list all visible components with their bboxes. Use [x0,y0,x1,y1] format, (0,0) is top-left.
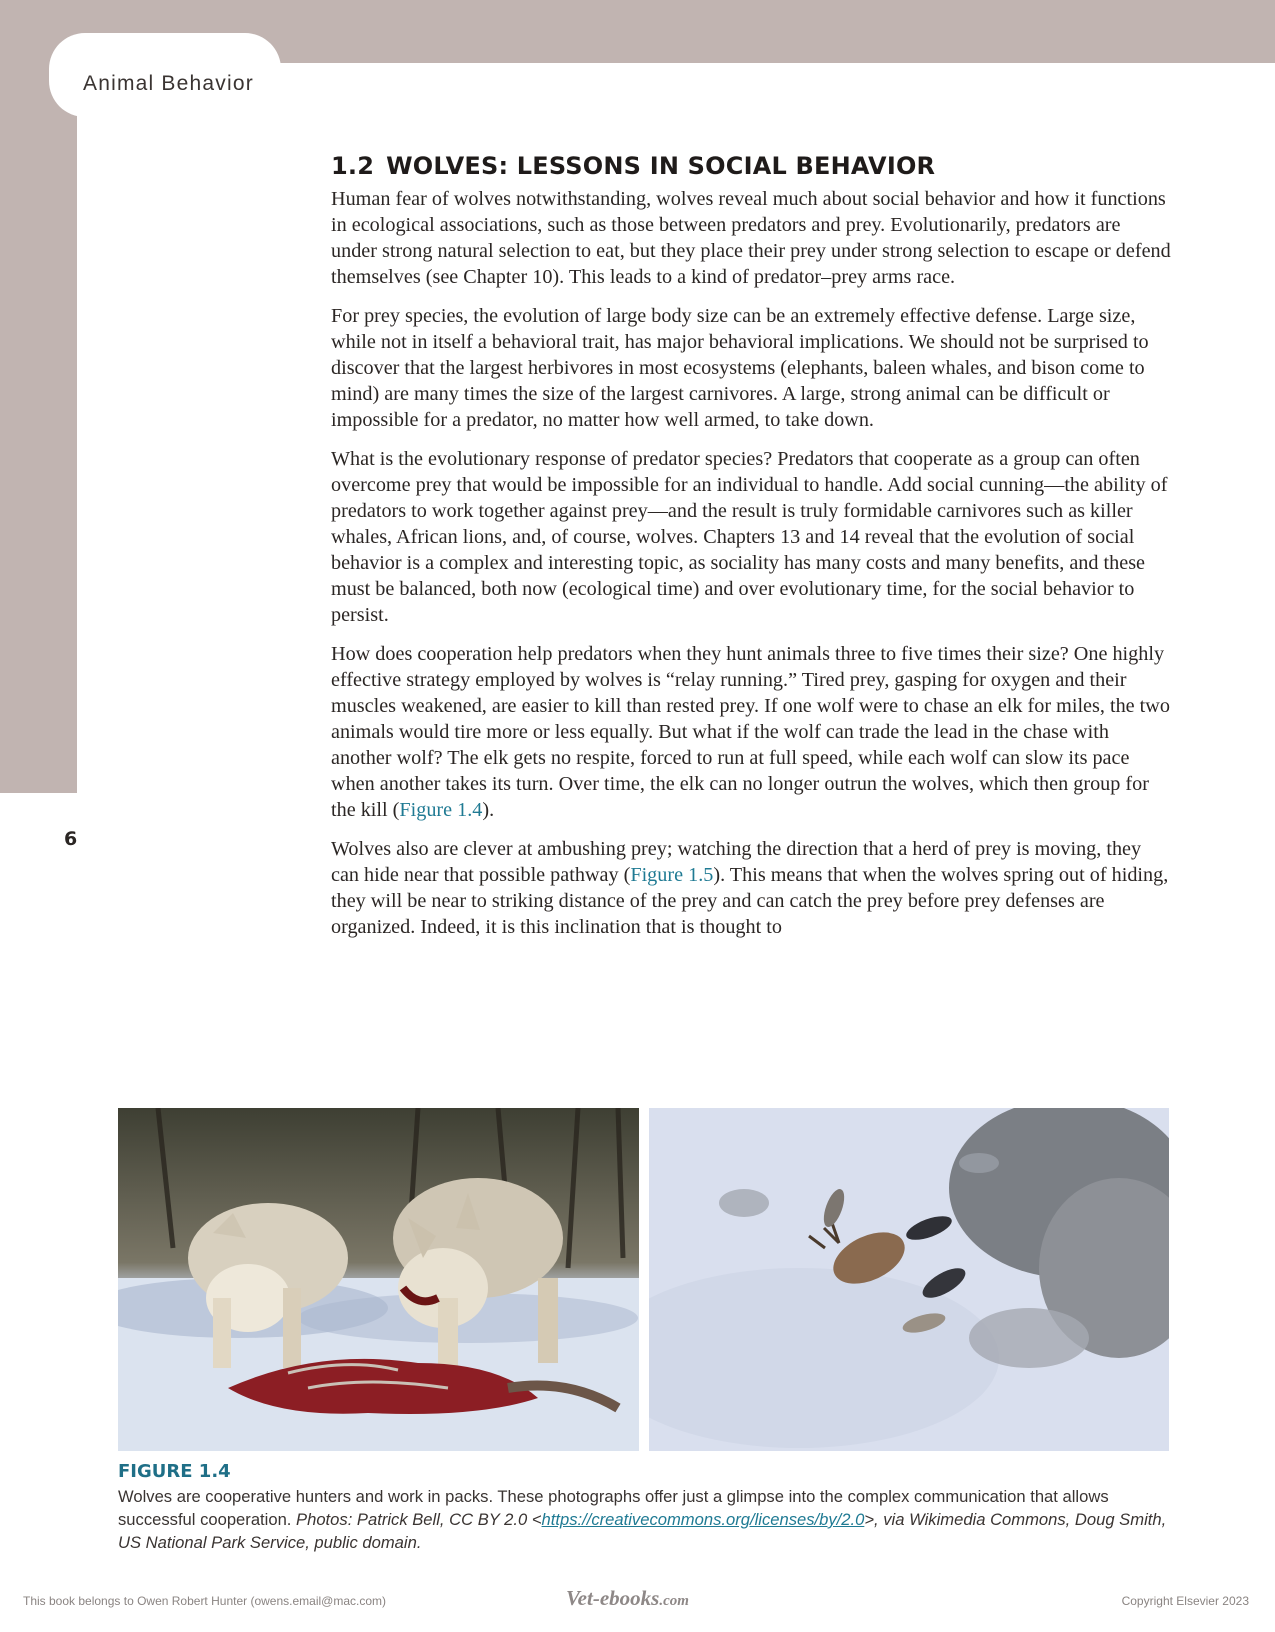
running-title: Animal Behavior [83,72,254,95]
paragraph-5-end: ). This means that when the wolves spring out of hiding, they will be near to striking distance of the prey and can catch the prey before prey defenses are organized. Indeed, it is this inclination that is thought to [331,864,1169,938]
paragraph-4-text: How does cooperation help predators when they hunt animals three to five times their size? One highly effective strategy employed by wolves is “relay running.” Tired prey, gasping for oxygen and their muscles weakened, are easier to kill than rested prey. If one wolf were to chase an elk for miles, the two animals would tire more or less equally. But what if the wolf can trade the lead in the chase with another wolf? The elk gets no respite, forced to run at full speed, while each wolf can slow its pace when another takes its turn. Over time, the elk can no longer outrun the wolves, which then group for the kill ( [331,643,1170,821]
figure-label: FIGURE 1.4 [118,1461,231,1482]
license-link[interactable]: https://creativecommons.org/licenses/by/2.0 [541,1510,865,1529]
site-logo-main: Vet-ebooks [566,1586,660,1610]
paragraph-5 [331,836,1171,940]
copyright-notice: Copyright Elsevier 2023 [1121,1594,1249,1608]
site-logo [566,1586,689,1611]
ownership-notice: This book belongs to Owen Robert Hunter (owens.email@mac.com) [23,1594,386,1608]
paragraph-1: Human fear of wolves notwithstanding, wolves reveal much about social behavior and how it functions in ecological associations, such as those between predators and prey. Evolutionarily, predators are under strong natural selection to eat, but they place their prey under strong selection to escape or defend themselves (see Chapter 10). This leads to a kind of predator–prey arms race. [331,188,1171,288]
page-number: 6 [64,828,78,850]
site-logo-suffix: .com [659,1593,689,1609]
paragraph-5-text: Wolves also are clever at ambushing prey; watching the direction that a herd of prey is moving, they can hide near that possible pathway ( [331,838,1142,886]
paragraph-4 [331,641,1171,823]
figure-1-4-photos [118,1108,1169,1451]
main-content [331,152,1171,953]
section-heading [331,152,1171,180]
paragraph-2: For prey species, the evolution of large body size can be an extremely effective defense. Large size, while not in itself a behavioral trait, has major behavioral implications. We should not be surprised to discover that the largest herbivores in most ecosystems (elephants, baleen whales, and bison come to mind) are many times the size of the largest carnivores. A large, strong animal can be difficult or impossible for a predator, no matter how well armed, to take down. [331,305,1149,431]
side-band [0,0,77,793]
figure-caption [118,1485,1178,1554]
figure-1-5-link[interactable]: Figure 1.5 [630,864,714,886]
caption-text: Wolves are cooperative hunters and work in packs. These photographs offer just a glimpse into the complex communication that allows successful cooperation. [118,1487,1109,1529]
photo-credit-start: Photos: Patrick Bell, CC BY 2.0 < [296,1510,542,1529]
wolves-feeding-photo [118,1108,639,1451]
wolves-chasing-elk-photo [649,1108,1169,1451]
section-title: WOLVES: LESSONS IN SOCIAL BEHAVIOR [386,152,936,180]
paragraph-4-end: ). [482,799,495,821]
photo-credit-end: >, via Wikimedia Commons, Doug Smith, US National Park Service, public domain. [118,1510,1167,1552]
paragraph-3: What is the evolutionary response of predator species? Predators that cooperate as a group can often overcome prey that would be impossible for an individual to handle. Add social cunning—the ability of predators to work together against prey—and the result is truly formidable carnivores such as killer whales, African lions, and, of course, wolves. Chapters 13 and 14 reveal that the evolution of social behavior is a complex and interesting topic, as sociality has many costs and many benefits, and these must be balanced, both now (ecological time) and over evolutionary time, for the social behavior to persist. [331,448,1168,626]
section-number: 1.2 [331,152,375,180]
figure-1-4-link[interactable]: Figure 1.4 [399,799,483,821]
